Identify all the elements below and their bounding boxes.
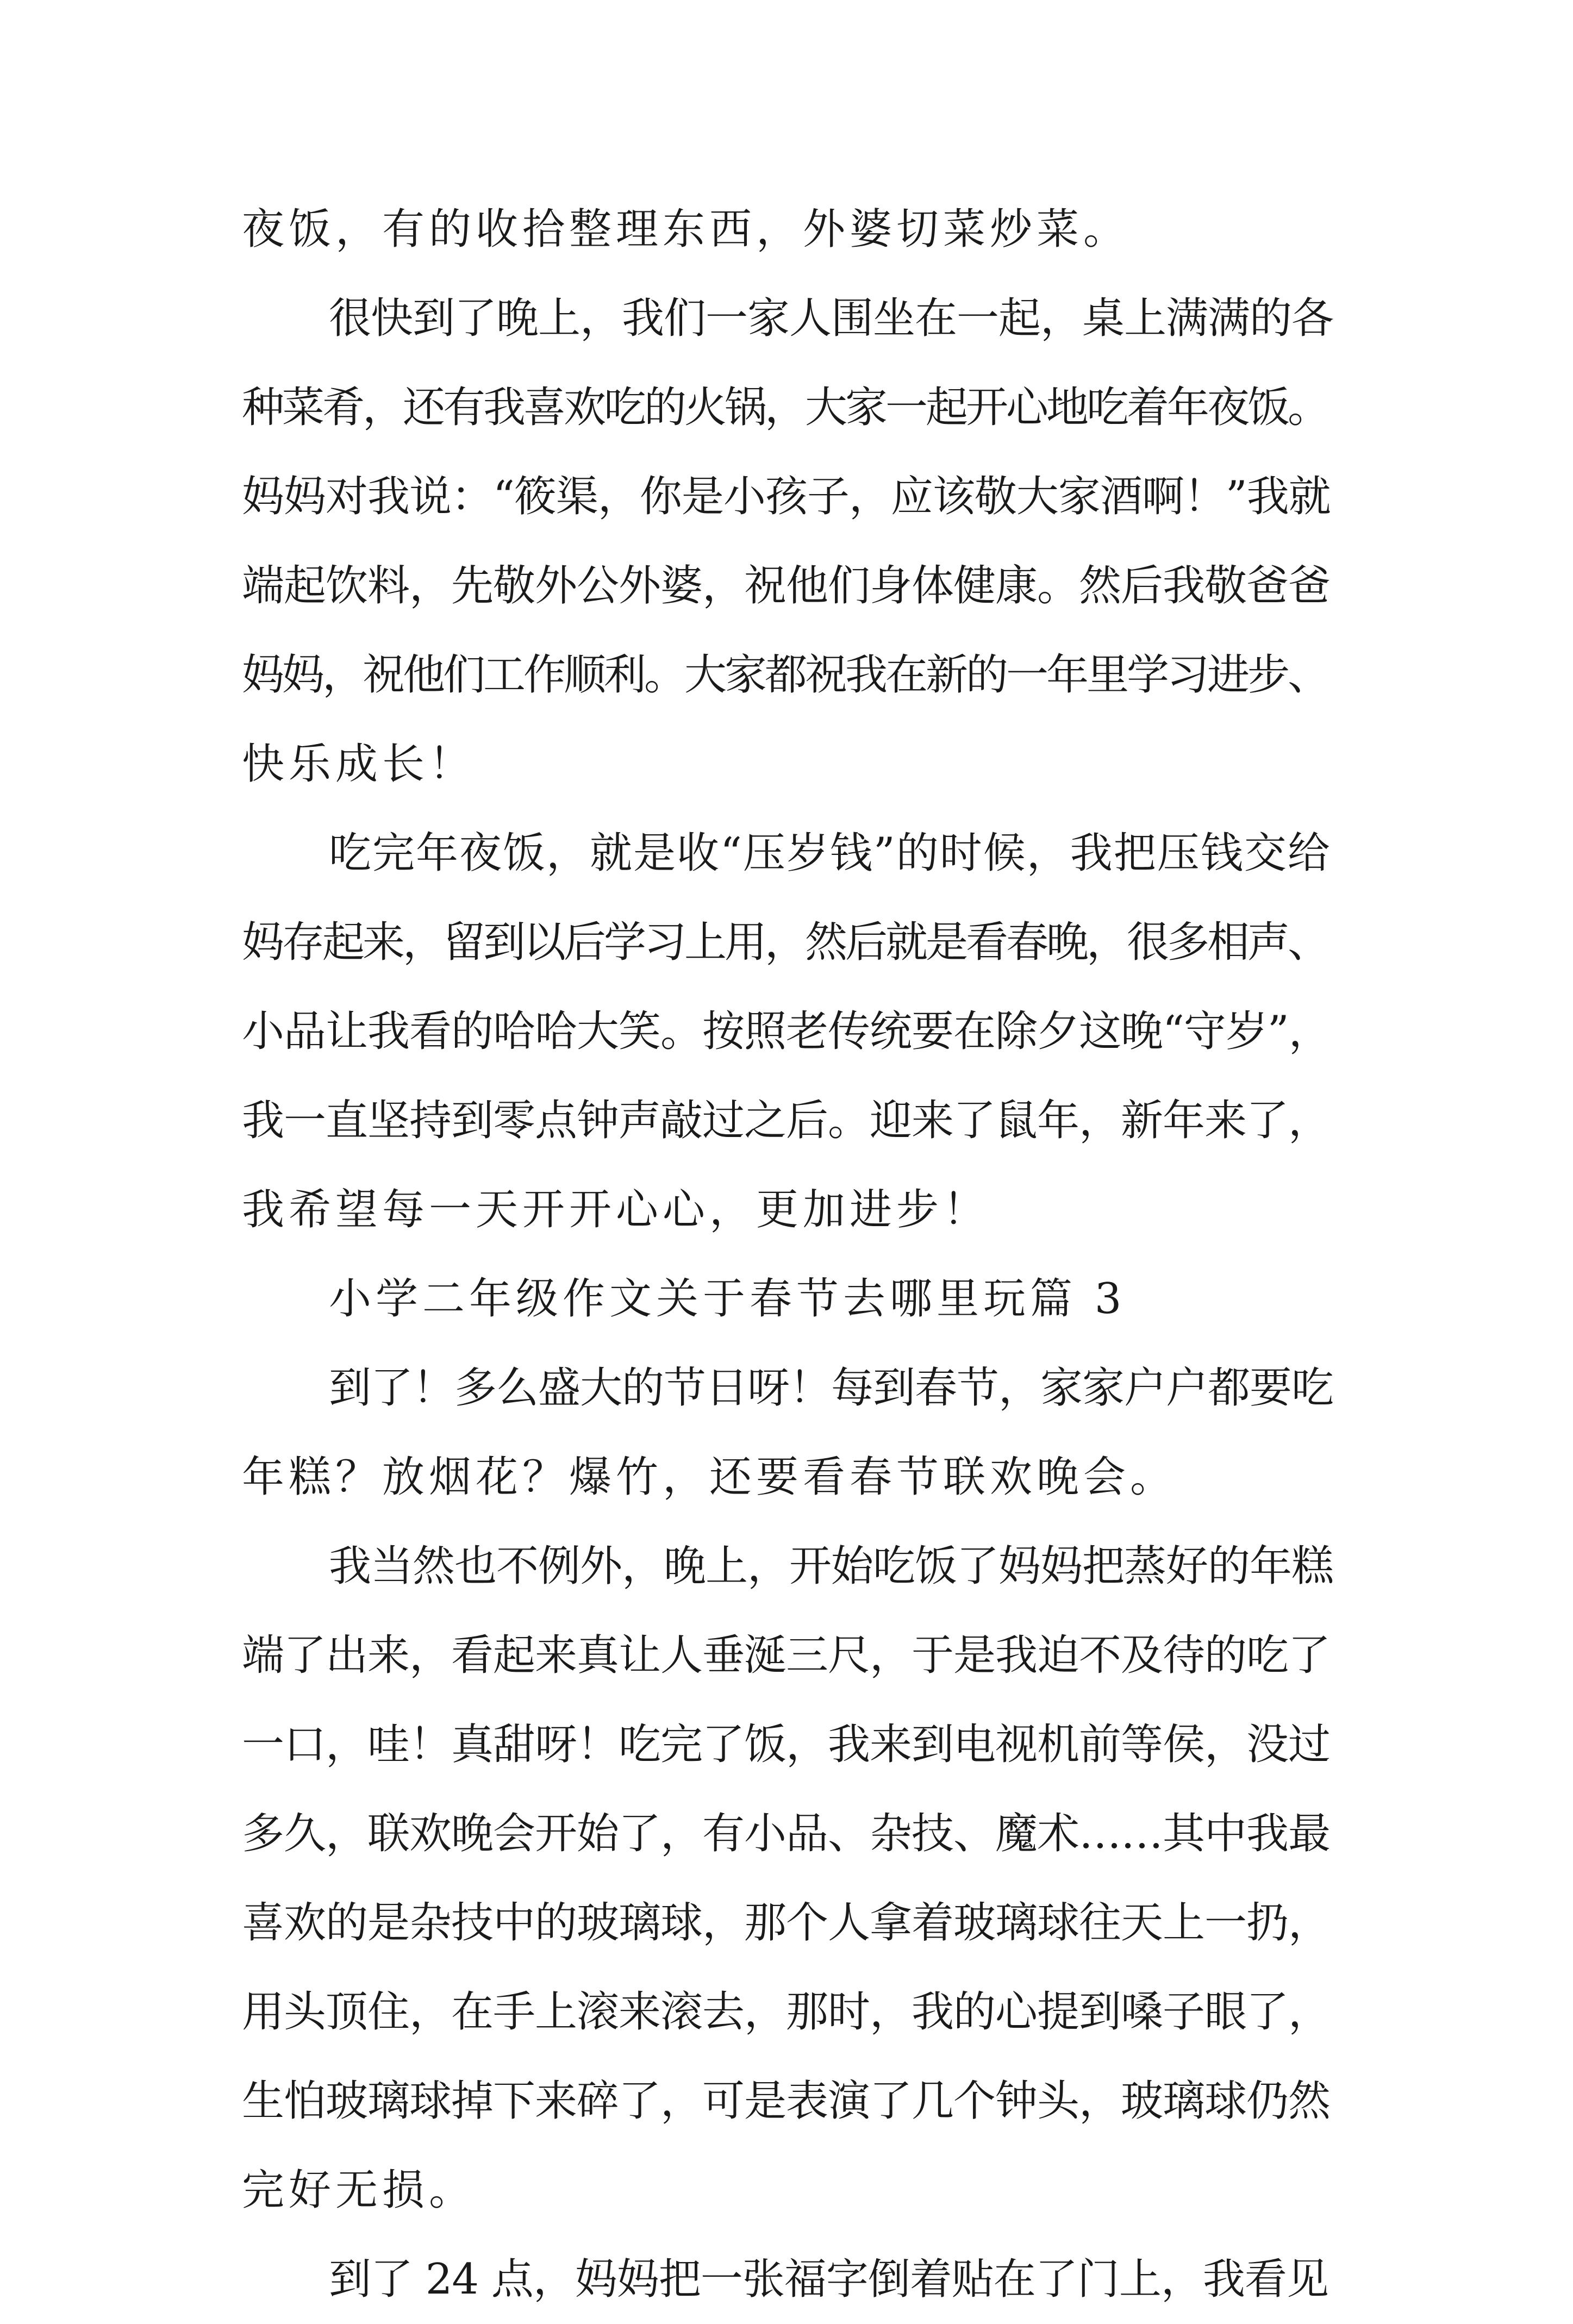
text-line: 我当然也不例外，晚上，开始吃饭了妈妈把蒸好的年糕 — [329, 1542, 1334, 1591]
section-heading: 小学二年级作文关于春节去哪里玩篇 3 — [329, 1275, 1126, 1323]
text-line: 吃完年夜饭，就是收“压岁钱”的时候，我把压钱交给 — [329, 829, 1331, 878]
text-line: 完好无损。 — [242, 2166, 476, 2215]
text-line: 妈妈对我说：“筱渠，你是小孩子，应该敬大家酒啊！”我就 — [242, 472, 1331, 521]
text-line: 到了！多么盛大的节日呀！每到春节，家家户户都要吃 — [329, 1364, 1334, 1413]
text-line: 用头顶住，在手上滚来滚去，那时，我的心提到嗓子眼了， — [242, 1988, 1331, 2036]
text-line: 快乐成长！ — [242, 740, 476, 789]
text-line: 到了 24 点，妈妈把一张福字倒着贴在了门上，我看见 — [329, 2255, 1328, 2304]
body-text — [242, 185, 1340, 2324]
text-line: 一口，哇！真甜呀！吃完了饭，我来到电视机前等侯，没过 — [242, 1720, 1331, 1769]
text-line: 很快到了晚上，我们一家人围坐在一起，桌上满满的各 — [329, 294, 1334, 343]
text-line: 我一直坚持到零点钟声敲过之后。迎来了鼠年，新年来了， — [242, 1096, 1331, 1145]
text-line: 妈存起来，留到以后学习上用，然后就是看春晚，很多相声、 — [242, 918, 1328, 967]
text-line: 端了出来，看起来真让人垂涎三尺，于是我迫不及待的吃了 — [242, 1631, 1331, 1680]
text-line: 夜饭，有的收拾整理东西，外婆切菜炒菜。 — [242, 205, 1131, 254]
text-line: 妈妈，祝他们工作顺利。大家都祝我在新的一年里学习进步、 — [242, 651, 1328, 699]
text-line: 种菜肴，还有我喜欢吃的火锅，大家一起开心地吃着年夜饭。 — [242, 383, 1328, 432]
text-line: 喜欢的是杂技中的玻璃球，那个人拿着玻璃球往天上一扔， — [242, 1898, 1331, 1947]
text-line: 多久，联欢晚会开始了，有小品、杂技、魔术……其中我最 — [242, 1809, 1331, 1858]
text-line: 端起饮料，先敬外公外婆，祝他们身体健康。然后我敬爸爸 — [242, 561, 1331, 610]
text-line: 我希望每一天开开心心，更加进步！ — [242, 1185, 990, 1234]
text-line: 小品让我看的哈哈大笑。按照老传统要在除夕这晚“守岁”， — [242, 1007, 1331, 1056]
text-line: 生怕玻璃球掉下来碎了，可是表演了几个钟头，玻璃球仍然 — [242, 2077, 1331, 2126]
text-line: 年糕？放烟花？爆竹，还要看春节联欢晚会。 — [242, 1453, 1177, 1502]
